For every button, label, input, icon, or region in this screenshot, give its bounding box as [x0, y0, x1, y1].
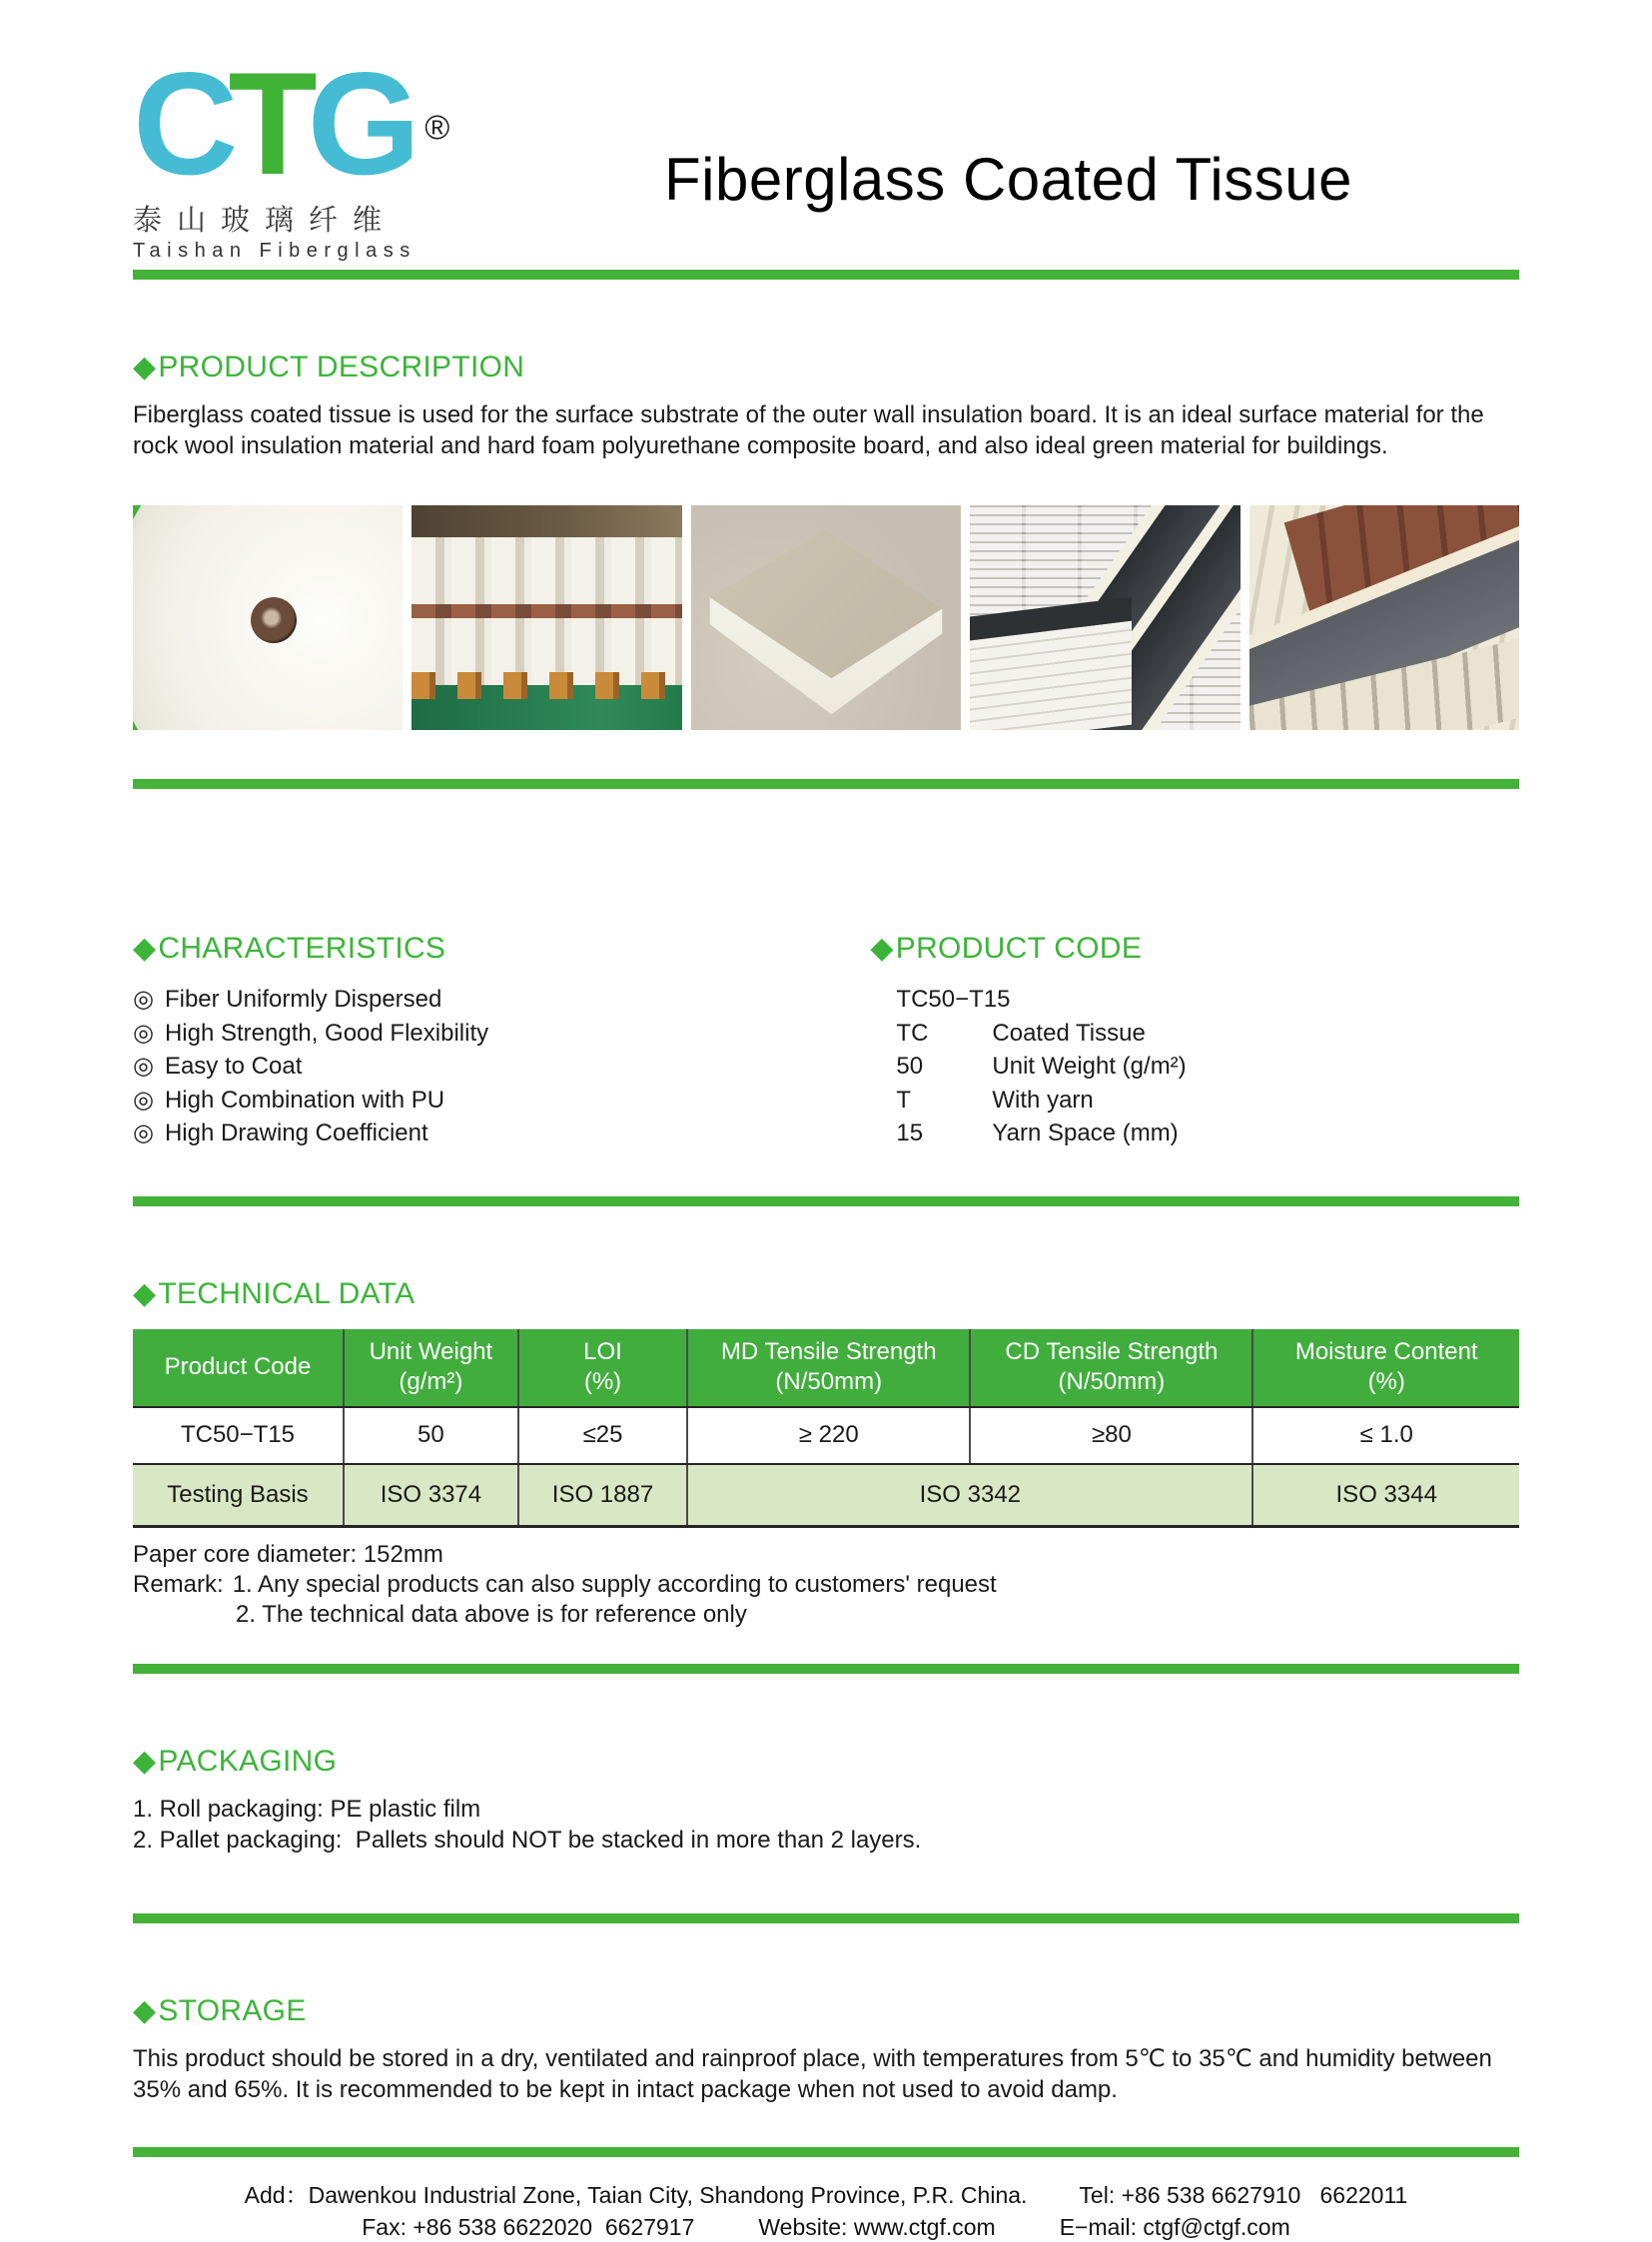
- product-code-value: TC50−T15: [896, 986, 1011, 1013]
- code-meaning: Coated Tissue: [992, 1019, 1146, 1047]
- section-product-code: [870, 861, 1519, 1150]
- storage-text: This product should be stored in a dry, ventilated and rainproof place, with temperatures from 5℃ to 35℃ and humidity between 35% and 65%. It is recommended to be kept in intact package when not used to avoid damp.: [133, 2044, 1499, 2103]
- code-legend-row: [896, 1017, 1519, 1051]
- product-code-block: [870, 983, 1519, 1150]
- address-label: Add：: [244, 2181, 309, 2208]
- bullseye-bullet-icon: ◎: [133, 1086, 154, 1114]
- heading-label: PRODUCT CODE: [895, 932, 1143, 965]
- cell-product-code: TC50−T15: [133, 1407, 344, 1464]
- product-photos: [133, 505, 1519, 730]
- product-code-heading: [870, 931, 1519, 967]
- logo-wordmark: [133, 42, 450, 205]
- code-key: TC: [896, 1019, 929, 1047]
- characteristic-item: [133, 1050, 870, 1084]
- diamond-icon: ◆: [133, 932, 157, 965]
- photo-angled-panels: [1249, 505, 1519, 730]
- characteristic-item: [133, 1117, 870, 1150]
- paper-core-note: Paper core diameter: 152mm: [133, 1540, 443, 1568]
- column-header-product-code: Product Code: [133, 1329, 344, 1407]
- characteristic-text: Fiber Uniformly Dispersed: [164, 986, 442, 1013]
- code-legend-row: [896, 1050, 1519, 1084]
- panel-box-stack: [970, 596, 1132, 730]
- table-row-testing-basis: [133, 1464, 1519, 1527]
- cell-loi: ≤25: [518, 1407, 687, 1464]
- code-key: 50: [896, 1053, 924, 1080]
- divider: [133, 1913, 1519, 1923]
- logo-letter-c: C: [133, 42, 229, 205]
- company-logo: [133, 42, 450, 262]
- code-meaning: With yarn: [992, 1086, 1094, 1114]
- bullseye-bullet-icon: ◎: [133, 986, 154, 1013]
- table-header-row: [133, 1329, 1519, 1407]
- logo-letter-g: G: [307, 42, 412, 205]
- characteristic-item: [133, 983, 870, 1017]
- packaging-item: 1. Roll packaging: PE plastic film: [133, 1795, 481, 1823]
- footer: [133, 2179, 1519, 2242]
- technical-data-heading: [133, 1276, 1519, 1312]
- heading-label: TECHNICAL DATA: [158, 1276, 415, 1310]
- code-meaning: Unit Weight (g/m²): [992, 1053, 1187, 1080]
- code-legend-row: [896, 1084, 1519, 1118]
- cell-testing-label: Testing Basis: [133, 1464, 344, 1527]
- column-header-cd-tensile: CD Tensile Strength (N/50mm): [970, 1329, 1252, 1407]
- characteristic-text: High Combination with PU: [164, 1086, 445, 1114]
- cell-iso-3342: ISO 3342: [687, 1464, 1252, 1527]
- section-packaging: [133, 1744, 1519, 1856]
- section-storage: [133, 1993, 1519, 2105]
- packaging-heading: [133, 1744, 1519, 1780]
- section-product-description: [133, 350, 1519, 730]
- page-title: Fiberglass Coated Tissue: [664, 146, 1352, 213]
- characteristic-text: High Drawing Coefficient: [164, 1120, 428, 1146]
- characteristic-item: [133, 1017, 870, 1051]
- photo-composite-board: [691, 505, 961, 730]
- remark-line-1: [133, 1570, 1519, 1600]
- column-header-unit-weight: Unit Weight (g/m²): [344, 1329, 518, 1407]
- photo-warehouse-rolls: [412, 505, 681, 730]
- diamond-icon: ◆: [133, 1993, 157, 2027]
- cell-md-tensile: ≥ 220: [687, 1407, 970, 1464]
- remark-line-2: 2. The technical data above is for reference only: [236, 1600, 747, 1628]
- storage-heading: [133, 1993, 1519, 2029]
- code-key: T: [896, 1086, 912, 1114]
- logo-english-name: Taishan Fiberglass: [133, 240, 416, 262]
- characteristic-text: High Strength, Good Flexibility: [164, 1019, 489, 1047]
- product-description-text: Fiberglass coated tissue is used for the surface substrate of the outer wall insulation board. It is an ideal surface material for the rock wool insulation material and hard foam polyurethane composite board, and also ideal green material for buildings.: [133, 401, 1491, 459]
- code-legend-row: [896, 1117, 1519, 1150]
- characteristic-text: Easy to Coat: [164, 1053, 303, 1080]
- divider: [133, 2147, 1519, 2157]
- diamond-icon: ◆: [133, 351, 157, 383]
- photo-stacked-panels: [970, 505, 1239, 730]
- remark-text: 1. Any special products can also supply according to customers' request: [232, 1570, 997, 1598]
- table-notes: [133, 1540, 1519, 1630]
- registered-trademark-icon: ®: [424, 109, 450, 147]
- roll-straps: [412, 604, 681, 618]
- diamond-icon: ◆: [133, 1276, 157, 1310]
- email: E−mail: ctgf@ctgf.com: [1059, 2213, 1290, 2240]
- address: Dawenkou Industrial Zone, Taian City, Shandong Province, P.R. China.: [308, 2181, 1028, 2208]
- divider: [133, 1664, 1519, 1674]
- packaging-item: 2. Pallet packaging: Pallets should NOT be stacked in more than 2 layers.: [133, 1826, 922, 1854]
- divider: [133, 270, 1519, 280]
- section-characteristics-and-code: [133, 861, 1519, 1150]
- cell-iso-1887: ISO 1887: [518, 1464, 687, 1527]
- column-header-md-tensile: MD Tensile Strength (N/50mm): [687, 1329, 970, 1407]
- column-header-moisture: Moisture Content (%): [1252, 1329, 1519, 1407]
- cell-moisture: ≤ 1.0: [1252, 1407, 1519, 1464]
- section-technical-data: [133, 1276, 1519, 1630]
- characteristic-item: [133, 1084, 870, 1118]
- bullseye-bullet-icon: ◎: [133, 1019, 154, 1047]
- website: Website: www.ctgf.com: [758, 2213, 996, 2240]
- cell-iso-3344: ISO 3344: [1252, 1464, 1519, 1527]
- header: [133, 0, 1519, 262]
- cell-cd-tensile: ≥80: [970, 1407, 1252, 1464]
- roll-core: [251, 597, 297, 643]
- logo-chinese-name: 泰山玻璃纤维: [133, 205, 398, 237]
- code-key: 15: [896, 1120, 924, 1146]
- cell-unit-weight: 50: [344, 1407, 518, 1464]
- heading-label: STORAGE: [158, 1993, 307, 2027]
- column-header-loi: LOI (%): [518, 1329, 687, 1407]
- diamond-icon: ◆: [133, 1744, 157, 1778]
- bullseye-bullet-icon: ◎: [133, 1053, 154, 1080]
- heading-label: PACKAGING: [158, 1744, 338, 1778]
- heading-label: PRODUCT DESCRIPTION: [158, 351, 525, 383]
- divider: [133, 779, 1519, 789]
- code-meaning: Yarn Space (mm): [992, 1120, 1179, 1146]
- footer-line-2: [133, 2211, 1519, 2242]
- technical-data-table: [133, 1329, 1519, 1528]
- bullseye-bullet-icon: ◎: [133, 1120, 154, 1146]
- heading-label: CHARACTERISTICS: [158, 932, 446, 965]
- logo-letter-t: T: [228, 42, 308, 205]
- tel: Tel: +86 538 6627910 6622011: [1079, 2181, 1408, 2208]
- table-row-product: [133, 1407, 1519, 1464]
- section-characteristics: [133, 861, 870, 1150]
- product-description-heading: [133, 350, 1519, 385]
- remark-label: Remark:: [133, 1570, 224, 1598]
- diamond-icon: ◆: [870, 932, 894, 965]
- warehouse-pallets: [412, 672, 681, 699]
- cell-iso-3374: ISO 3374: [344, 1464, 518, 1527]
- fax: Fax: +86 538 6622020 6627917: [362, 2213, 695, 2240]
- characteristics-list: [133, 983, 870, 1150]
- divider: [133, 1196, 1519, 1206]
- characteristics-heading: [133, 931, 870, 967]
- photo-tissue-roll: [133, 505, 403, 730]
- footer-line-1: [133, 2179, 1519, 2211]
